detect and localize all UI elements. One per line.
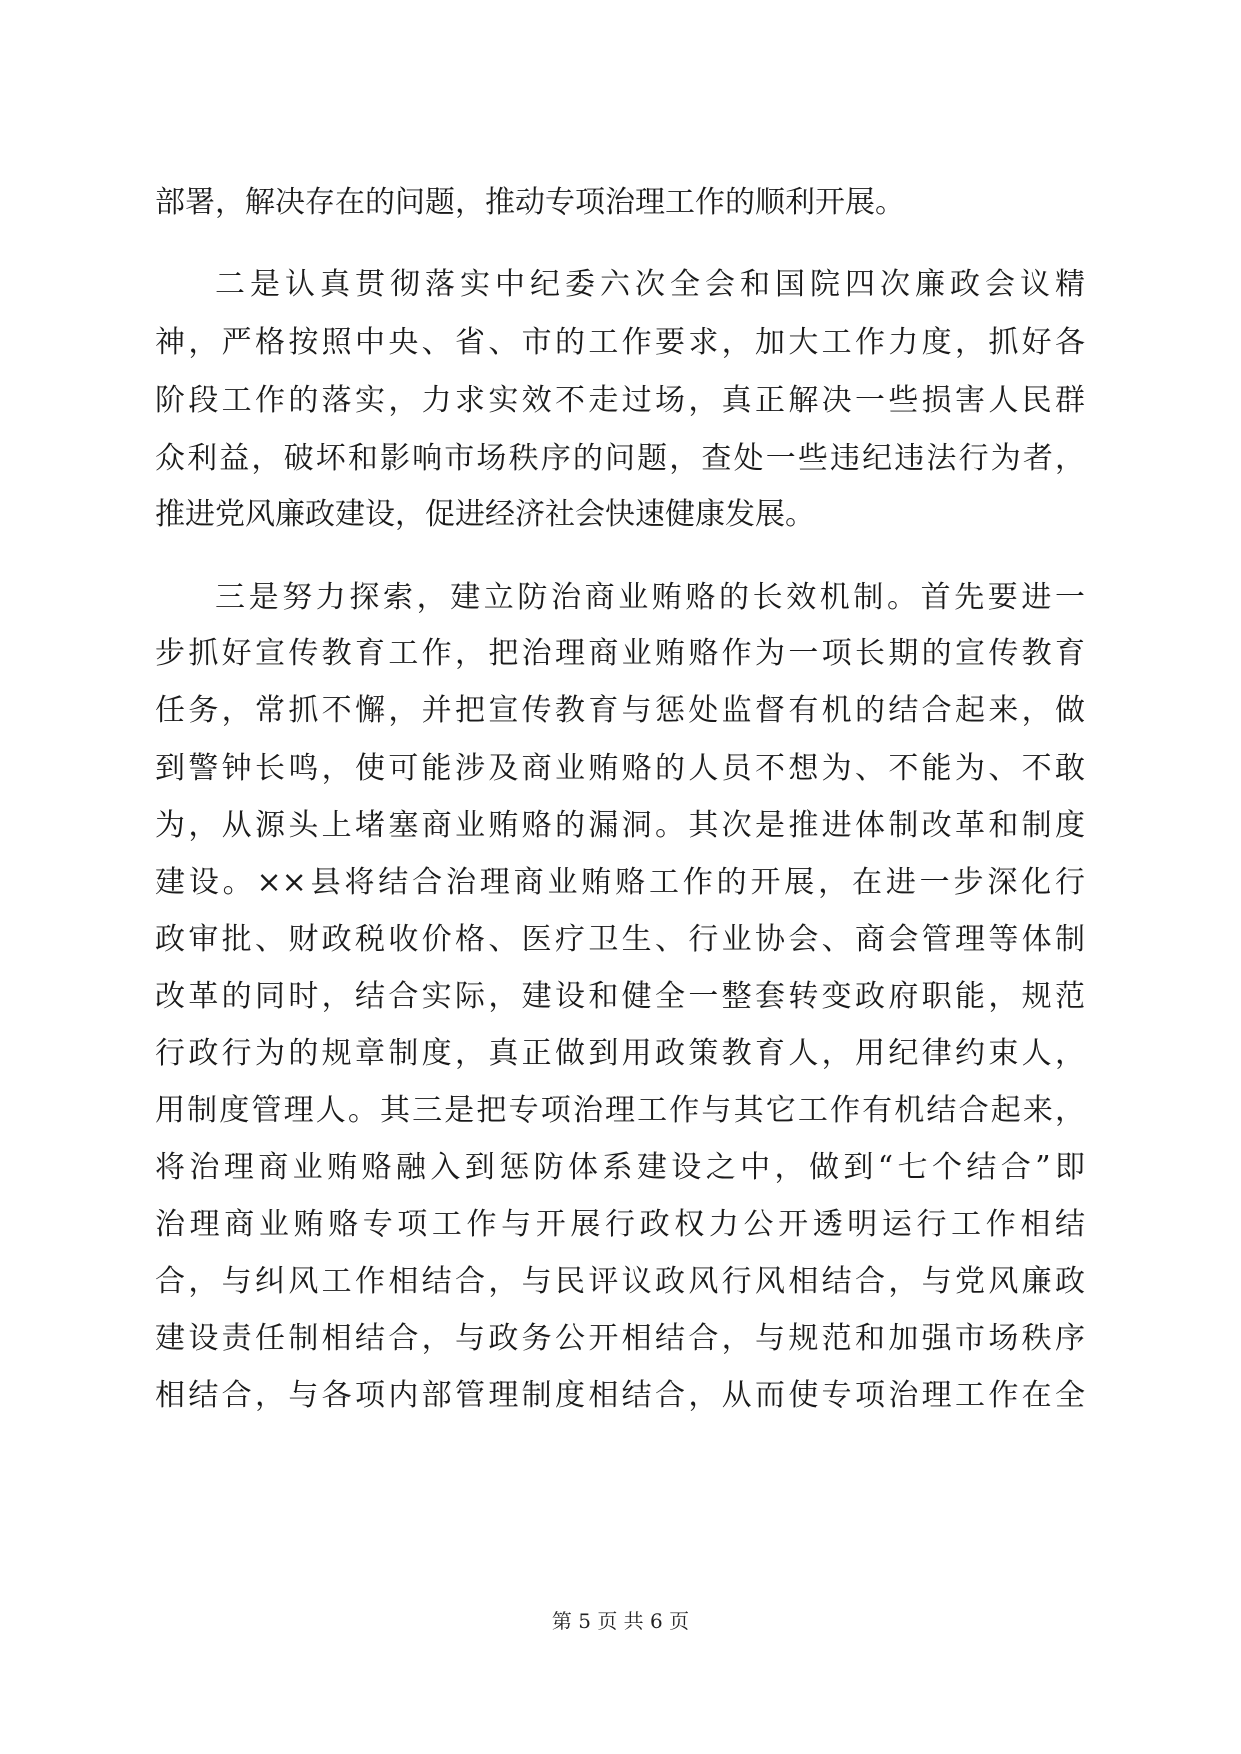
body-line: 合，与纠风工作相结合，与民评议政风行风相结合，与党风廉政 bbox=[155, 1264, 1085, 1299]
body-line: 相结合，与各项内部管理制度相结合，从而使专项治理工作在全 bbox=[155, 1378, 1085, 1413]
body-line: 政审批、财政税收价格、医疗卫生、行业协会、商会管理等体制 bbox=[155, 922, 1085, 957]
body-line: 任务，常抓不懈，并把宣传教育与惩处监督有机的结合起来，做 bbox=[155, 693, 1085, 728]
body-line: 神，严格按照中央、省、市的工作要求，加大工作力度，抓好各 bbox=[155, 325, 1085, 360]
body-line: 行政行为的规章制度，真正做到用政策教育人，用纪律约束人， bbox=[155, 1036, 1085, 1071]
body-line: 用制度管理人。其三是把专项治理工作与其它工作有机结合起来， bbox=[155, 1093, 1085, 1128]
page-number-footer: 第 5 页 共 6 页 bbox=[551, 1609, 690, 1633]
body-line: 到警钟长鸣，使可能涉及商业贿赂的人员不想为、不能为、不敢 bbox=[155, 751, 1085, 786]
body-line: 为，从源头上堵塞商业贿赂的漏洞。其次是推进体制改革和制度 bbox=[155, 808, 1085, 843]
body-line: 建设。××县将结合治理商业贿赂工作的开展，在进一步深化行 bbox=[155, 865, 1085, 900]
body-line: 改革的同时，结合实际，建设和健全一整套转变政府职能，规范 bbox=[155, 979, 1085, 1014]
body-line: 将治理商业贿赂融入到惩防体系建设之中，做到“七个结合”即 bbox=[155, 1150, 1085, 1185]
body-line: 推进党风廉政建设，促进经济社会快速健康发展。 bbox=[155, 497, 815, 532]
body-line: 二是认真贯彻落实中纪委六次全会和国院四次廉政会议精 bbox=[215, 267, 1085, 302]
body-line: 步抓好宣传教育工作，把治理商业贿赂作为一项长期的宣传教育 bbox=[155, 636, 1085, 671]
body-line: 治理商业贿赂专项工作与开展行政权力公开透明运行工作相结 bbox=[155, 1207, 1085, 1242]
body-line: 阶段工作的落实，力求实效不走过场，真正解决一些损害人民群 bbox=[155, 383, 1085, 418]
body-line: 建设责任制相结合，与政务公开相结合，与规范和加强市场秩序 bbox=[155, 1321, 1085, 1356]
body-line: 三是努力探索，建立防治商业贿赂的长效机制。首先要进一 bbox=[215, 580, 1085, 615]
body-line: 众利益，破坏和影响市场秩序的问题，查处一些违纪违法行为者， bbox=[155, 441, 1085, 476]
body-line: 部署，解决存在的问题，推动专项治理工作的顺利开展。 bbox=[155, 185, 905, 220]
